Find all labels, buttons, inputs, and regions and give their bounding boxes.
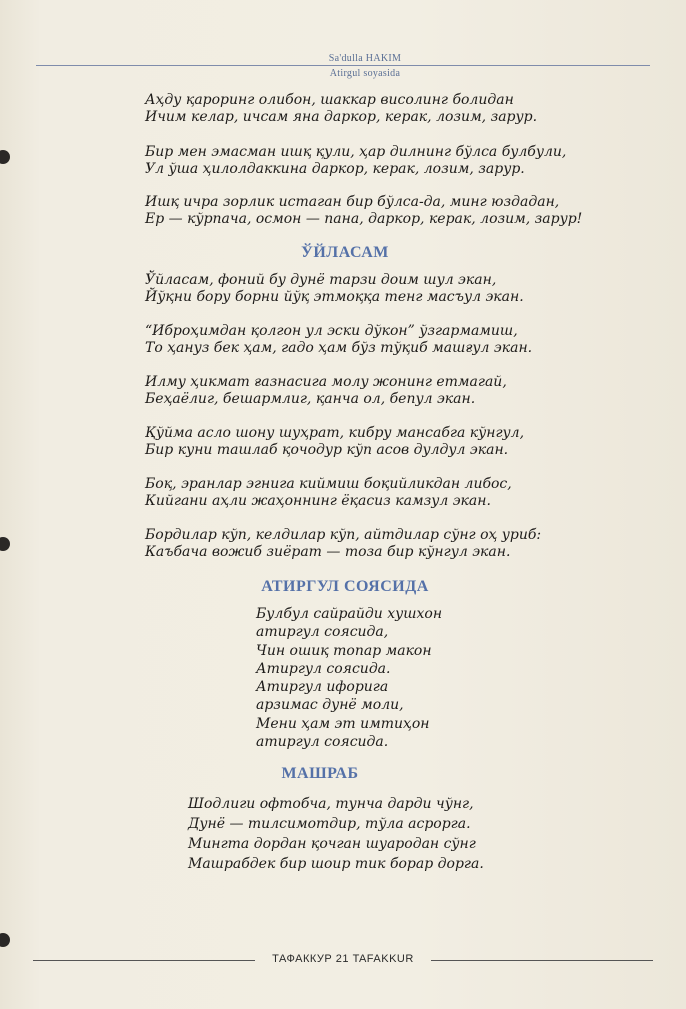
verse-line: Булбул сайрайди хушхон: [256, 606, 443, 622]
stanza: [145, 194, 645, 228]
verse-line: Бир куни ташлаб қочодур кўп асов дулдул экан.: [145, 442, 509, 458]
binder-hole: [0, 537, 10, 551]
verse-line: Атиргул ифорига: [256, 679, 389, 696]
poem-title: МАШРАБ: [281, 765, 359, 782]
verse-line: Бордилар кўп, келдилар кўп, айтдилар сўнг оҳ уриб:: [145, 527, 542, 543]
verse-line: Мингта дордан қочган шуародан сўнг: [188, 836, 476, 852]
stanza: [145, 272, 645, 306]
verse-line: атиргул соясида,: [256, 624, 389, 641]
stanza: [145, 476, 645, 510]
binder-hole: [0, 933, 10, 947]
verse-line: Бир мен эмасман ишқ қули, ҳар дилнинг бўлса булбули,: [145, 144, 567, 160]
verse-line: Кийгани аҳли жаҳоннинг ёқасиз камзул экан.: [145, 493, 491, 509]
verse-line: Ишқ ичра зорлик истаган бир бўлса-да, минг юздадан,: [145, 194, 560, 210]
verse-line: Машрабдек бир шоир тик борар дорга.: [188, 856, 484, 872]
footer-rule-right: [431, 960, 653, 961]
binder-hole: [0, 150, 10, 164]
verse-line: Қўйма асло шону шуҳрат, кибру мансабга кўнгул,: [145, 425, 525, 441]
poem-title: ЎЙЛАСАМ: [301, 244, 389, 261]
verse-line: Ул ўша ҳилолдаккина даркор, керак, лозим, зарур.: [145, 161, 525, 177]
poem-body: [188, 794, 686, 874]
stanza: [145, 425, 645, 459]
stanza: [145, 92, 645, 126]
verse-line: Илму ҳикмат ғазнасига молу жонинг етмагай,: [145, 374, 507, 390]
poem-title: АТИРГУЛ СОЯСИДА: [261, 578, 429, 595]
verse-line: Ўйласам, фоний бу дунё тарзи доим шул экан,: [145, 272, 497, 288]
page-footer: ТАФАККУР 21 TAFAKKUR: [272, 953, 414, 965]
verse-line: Чин ошиқ топар макон: [256, 642, 432, 659]
stanza: [145, 527, 645, 561]
verse-line: арзимас дунё моли,: [256, 697, 404, 714]
footer-rule-left: [33, 960, 255, 961]
verse-line: Боқ, эранлар эгнига киймиш боқийликдан либос,: [145, 476, 512, 492]
verse-line: Ер — кўрпача, осмон — пана, даркор, керак, лозим, зарур!: [145, 211, 583, 227]
verse-line: Аҳду қароринг олибон, шаккар висолинг болидан: [145, 92, 514, 108]
verse-line: Йўқни бору борни йўқ этмоққа тенг масъул экан.: [145, 289, 524, 305]
verse-line: Шодлиги офтобча, тунча дарди чўнг,: [188, 796, 474, 812]
verse-line: Беҳаёлиг, бешармлиг, қанча ол, бепул экан.: [145, 391, 476, 407]
stanza: [145, 144, 645, 178]
poem-body: [256, 605, 686, 751]
running-head-author: Sa'dulla HAKIM: [328, 53, 402, 64]
verse-line: Мени ҳам эт имтиҳон: [256, 715, 430, 732]
header-rule: [36, 65, 650, 66]
verse-line: Атиргул соясида.: [256, 660, 391, 677]
verse-line: “Иброҳимдан қолгон ул эски дўкон” ўзгармамиш,: [145, 323, 518, 339]
running-head-section: Atirgul soyasida: [329, 68, 401, 79]
verse-line: Дунё — тилсимотдир, тўла асрорга.: [188, 816, 471, 832]
verse-line: атиргул соясида.: [256, 734, 389, 751]
verse-line: Ичим келар, ичсам яна даркор, керак, лозим, зарур.: [145, 109, 538, 125]
stanza: [145, 323, 645, 357]
verse-line: Каъбача вожиб зиёрат — тоза бир кўнгул экан.: [145, 544, 511, 560]
verse-line: То ҳануз бек ҳам, гадо ҳам бўз тўқиб машғул экан.: [145, 340, 533, 356]
stanza: [145, 374, 645, 408]
